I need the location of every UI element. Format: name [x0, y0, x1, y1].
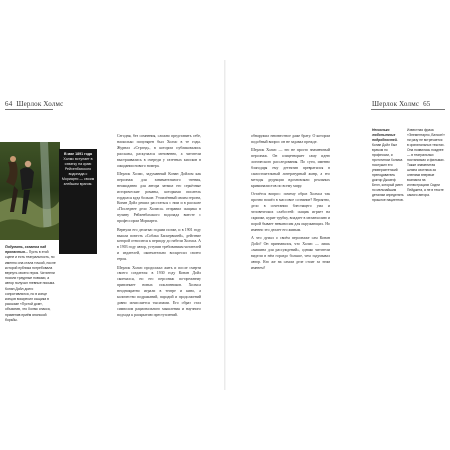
left-sidebar — [5, 245, 57, 323]
page-gutter — [224, 60, 226, 390]
left-paragraph: Шерлок Холмс, задуманный Конан Дойлом как персонаж для занимательного чтения, неожиданно для автора затмил его серьёзные исторические романы, которыми писатель гордился куда больше. Утомлённый своим героем, Конан Дойл решил расстаться с ним и в рассказе «Последнее дело Холмса» отправил сыщика в пучину Рейхенбахского водопада вместе с профессором Мориарти. — [117, 171, 201, 224]
right-paragraph: обнаружил неизвестное даже брату. О котором подобный вопрос он не задавал прежде. — [251, 134, 330, 144]
right-sidebar-b-text: Известная фраза «Элементарно, Ватсон!» ни разу не встречается в оригинальных текстах. Она появилась позднее — в театральных постановках и фильмах. Также знаменитая шляпа охотника за оленями впервые возникла на иллюстрациях Сидни Пейджета, а не в тексте самого автора. — [407, 128, 445, 197]
left-paragraph: Вернули его десятью годами позже, и в 1901 году вышла повесть «Собака Баскервилей», действие которой относится к периоду до гибели Холмса. А в 1903 году автор, уступив требованиям читателей и издателей, окончательно воскресил своего героя. — [117, 227, 201, 262]
right-page-number: 65 — [423, 100, 431, 108]
illustration-image — [0, 142, 60, 240]
left-running-title: Шерлок Холмс — [16, 100, 64, 108]
illustration-reichenbach-fight — [0, 142, 60, 240]
left-page-number: 64 — [5, 100, 13, 108]
left-head-rule — [5, 109, 53, 110]
left-sidebar-head: Подумать, схватка над пропастью... — [5, 245, 47, 255]
right-sidebar-a — [372, 128, 404, 203]
caption-head: В мае 1891 года — [63, 152, 93, 156]
right-sidebar-a-text: Конан Дойл был врачом по профессии, и прототипом Холмса послужил его университетский преподаватель доктор Джозеф Белл, который умел по мельчайшим деталям определять прошлое пациентов. — [372, 143, 404, 202]
right-sidebar-head: Несколько любопытных подробностей. — [372, 128, 398, 142]
illustration-caption — [59, 149, 97, 254]
left-paragraph: Сегодня, без сомнения, сложно представить себе, насколько популярен был Холмс в те годы. Журнал «Стрэнд», в котором публиковались рассказы, раскупался мгновенно, а читатели выстраивались в очереди у газетных киосков в ожидании нового номера. — [117, 134, 201, 168]
left-running-head — [5, 100, 64, 108]
left-sidebar-text: Пусть в этой сцене и есть театральность, но именно она стала точкой, после которой публика потребовала вернуть своего героя. Читатели носили траурные повязки, а автор получал гневные письма. Конан Дойл долго сопротивлялся, но в конце концов воскресил сыщика в рассказе «Пустой дом», объяснив, что Холмс спасся, применив приём японской борьбы. — [5, 250, 56, 322]
right-paragraph: Шерлок Холмс — это не просто знаменитый персонаж. Он олицетворяет саму идею логического расследования. По сути, именно благодаря ему детектив превратился в самостоятельный литературный жанр, а его методы дедукции вдохновляли реальных криминалистов по всему миру. — [251, 148, 330, 188]
right-running-head — [372, 100, 431, 108]
right-paragraph: А что думал о своём персонаже сам Конан Дойл? Он признавался, что Холмс — лишь «машина для рассуждений», однако читатели видели в нём гораздо больше, чем задумывал автор. Кто же на самом деле стоит за этим именем? — [251, 236, 330, 270]
right-sidebar-b — [407, 128, 445, 198]
left-main-column — [117, 134, 201, 321]
right-running-title: Шерлок Холмс — [372, 100, 420, 108]
right-paragraph: Остаётся вопрос: почему образ Холмса так прочно вошёл в массовое сознание? Вероятно, дело в сочетании блестящего ума и человеческих слабостей: сыщик играет на скрипке, курит трубку, впадает в меланхолию и порой бывает невыносим для окружающих. Но именно это делает его живым. — [251, 192, 330, 232]
right-main-column — [251, 134, 330, 274]
right-head-rule — [371, 109, 445, 110]
left-paragraph: Шерлок Холмс продолжал жить и после смерти своего создателя: в 1930 году Конан Дойл скончался, но его персонаж по-прежнему привлекает новых поклонников. Холмса неоднократно играли в театре и кино, а количество подражаний, пародий и продолжений давно исчисляется тысячами. Его образ стал символом рационального мышления и научного подхода к раскрытию преступлений. — [117, 265, 201, 317]
caption-text: Холмс вступает в схватку на краю Рейхенбахского водопада с Мориарти — своим злейшим врагом. — [61, 157, 95, 186]
